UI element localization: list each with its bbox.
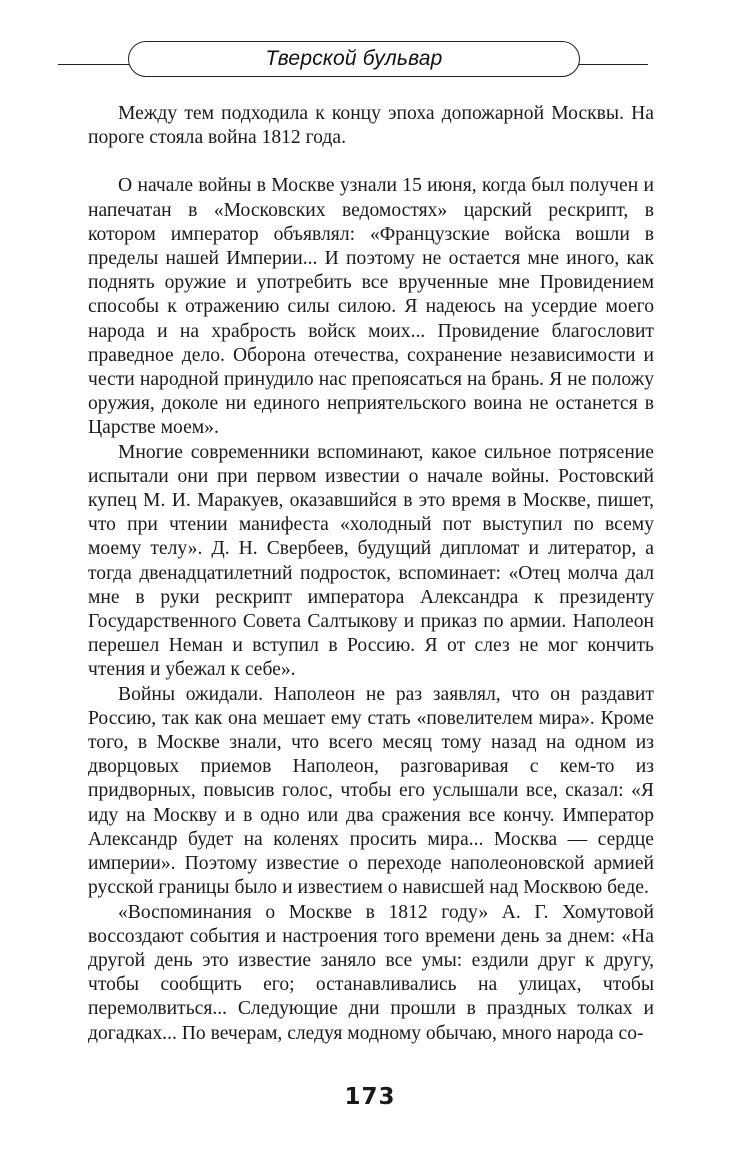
paragraph: Войны ожидали. Наполеон не раз заявлял, что он раздавит Россию, так как она мешает ему стать «повелителем мира». Кроме того, в Москве знали, что всего месяц тому назад на одном из дворцовых приемов Наполеон, разговаривая с кем-то из придворных, повысив голос, чтобы его услышали все, сказал: «Я иду на Москву и в одно или два сражения все кончу. Император Александр будет на коленях просить мира... Москва — сердце империи». Поэтому известие о переходе наполеоновской армией русской границы было и известием о нависшей над Москвою беде. bbox=[88, 683, 654, 899]
paragraph: «Воспоминания о Москве в 1812 году» А. Г. Хомутовой воссоздают события и настроения того времени день за днем: «На другой день это известие заняло все умы: ездили друг к другу, чтобы сообщить его; останавливались на улицах, чтобы перемолвиться... Следующие дни прошли в праздных толках и догадках... По вечерам, следуя модному обычаю, много народа со- bbox=[88, 901, 654, 1044]
page-number: 173 bbox=[344, 1084, 396, 1110]
header-rule-right bbox=[578, 64, 648, 65]
header-frame bbox=[128, 41, 580, 77]
paragraph: Многие современники вспоминают, какое сильное потрясение испытали они при первом известии о начале войны. Ростовский купец М. И. Маракуев, оказавшийся в это время в Москве, пишет, что при чтении манифеста «холодный пот выступил по всему моему телу». Д. Н. Свербеев, будущий дипломат и литератор, а тогда двенадцатилетний подросток, вспоминает: «Отец молча дал мне в руки рескрипт императора Александра к президенту Государственного Совета Салтыкову и приказ по армии. Наполеон перешел Неман и вступил в Россию. Я от слез не мог кончить чтения и убежал к себе». bbox=[88, 441, 654, 681]
paragraph: О начале войны в Москве узнали 15 июня, когда был получен и напечатан в «Московских ведомостях» царский рескрипт, в котором император объявлял: «Французские войска вошли в пределы нашей Империи... И поэтому не остается мне иного, как поднять оружие и употребить все врученные мне Провидением способы к отражению силы силою. Я надеюсь на усердие моего народа и на храбрость войск моих... Провидение благословит праведное дело. Оборона отечества, сохранение независимости и чести народной принудило нас препоясаться на брань. Я не положу оружия, доколе ни единого неприятельского воина не останется в Царстве моем». bbox=[88, 175, 654, 439]
header-rule-left bbox=[58, 64, 130, 65]
running-title: Тверской бульвар bbox=[265, 47, 443, 70]
body-text bbox=[88, 102, 654, 1046]
paragraph: Между тем подходила к концу эпоха допожарной Москвы. На пороге стояла война 1812 года. bbox=[88, 103, 654, 149]
